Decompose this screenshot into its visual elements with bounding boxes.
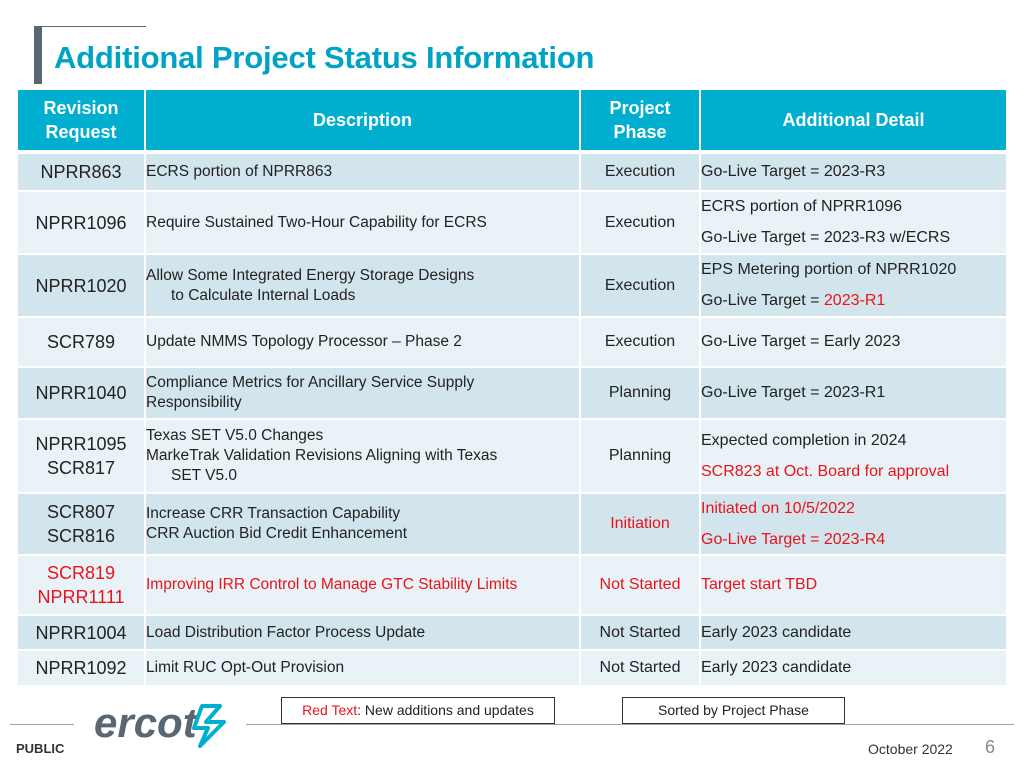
ercot-logo-mark [94,700,234,750]
project-status-table [18,90,1006,687]
header-additional-detail: Additional Detail [700,90,1006,152]
revision-cell: SCR819 NPRR1111 [18,555,145,615]
detail-cell: Expected completion in 2024 SCR823 at Oct. Board for approval [700,419,1006,493]
phase-cell: Execution [580,191,700,254]
updated-target-value: 2023-R1 [823,292,886,309]
header-revision-request: Revision Request [18,90,145,152]
description-cell: Limit RUC Opt-Out Provision [145,650,580,686]
table-row [18,650,1006,686]
phase-cell: Not Started [580,650,700,686]
detail-cell: Early 2023 candidate [700,650,1006,686]
table-row [18,191,1006,254]
footer-rule-left [10,724,74,725]
phase-cell: Execution [580,254,700,317]
table-row [18,367,1006,419]
detail-cell: Target start TBD [700,555,1006,615]
header-description: Description [145,90,580,152]
detail-cell: Go-Live Target = 2023-R1 [700,367,1006,419]
lightning-bolt-icon [194,706,224,746]
description-cell: Load Distribution Factor Process Update [145,615,580,650]
description-cell: Require Sustained Two-Hour Capability for ECRS [145,191,580,254]
phase-cell: Not Started [580,555,700,615]
table-header-row [18,90,1006,152]
svg-text:ercot: ercot [94,700,197,746]
detail-cell: EPS Metering portion of NPRR1020 Go-Live Target = 2023-R1 [700,254,1006,317]
header-project-phase: Project Phase [580,90,700,152]
footer-rule-right [246,724,1014,725]
description-cell: Compliance Metrics for Ancillary Service Supply Responsibility [145,367,580,419]
revision-cell: SCR789 [18,317,145,367]
phase-cell: Planning [580,367,700,419]
footer-date: October 2022 [868,741,953,757]
detail-cell: Go-Live Target = 2023-R3 [700,152,1006,191]
table-row [18,317,1006,367]
table-row [18,615,1006,650]
description-cell: Increase CRR Transaction Capability CRR Auction Bid Credit Enhancement [145,493,580,555]
title-accent-rule [34,26,146,27]
description-cell: Allow Some Integrated Energy Storage Designs to Calculate Internal Loads [145,254,580,317]
title-accent-bar [34,26,42,84]
phase-cell: Execution [580,152,700,191]
revision-cell: NPRR1095 SCR817 [18,419,145,493]
page-number: 6 [985,737,996,757]
sort-note: Sorted by Project Phase [622,697,845,724]
phase-cell: Planning [580,419,700,493]
revision-cell: NPRR1096 [18,191,145,254]
table-row [18,493,1006,555]
table-row [18,254,1006,317]
detail-cell: ECRS portion of NPRR1096 Go-Live Target = 2023-R3 w/ECRS [700,191,1006,254]
revision-cell: NPRR1092 [18,650,145,686]
table-row [18,419,1006,493]
detail-cell: Initiated on 10/5/2022 Go-Live Target = 2023-R4 [700,493,1006,555]
revision-cell: NPRR1020 [18,254,145,317]
description-cell: Improving IRR Control to Manage GTC Stability Limits [145,555,580,615]
revision-cell: NPRR1040 [18,367,145,419]
table-row [18,152,1006,191]
revision-cell: SCR807 SCR816 [18,493,145,555]
ercot-logo [94,700,234,755]
description-cell: Texas SET V5.0 Changes MarkeTrak Validation Revisions Aligning with Texas SET V5.0 [145,419,580,493]
detail-cell: Early 2023 candidate [700,615,1006,650]
revision-cell: NPRR1004 [18,615,145,650]
phase-cell: Not Started [580,615,700,650]
description-cell: Update NMMS Topology Processor – Phase 2 [145,317,580,367]
description-cell: ECRS portion of NPRR863 [145,152,580,191]
slide-title: Additional Project Status Information [54,40,595,75]
detail-cell: Go-Live Target = Early 2023 [700,317,1006,367]
revision-cell: NPRR863 [18,152,145,191]
phase-cell: Execution [580,317,700,367]
classification-label: PUBLIC [16,741,65,756]
phase-cell: Initiation [580,493,700,555]
red-text-legend: Red Text: New additions and updates [281,697,555,724]
table-row [18,555,1006,615]
